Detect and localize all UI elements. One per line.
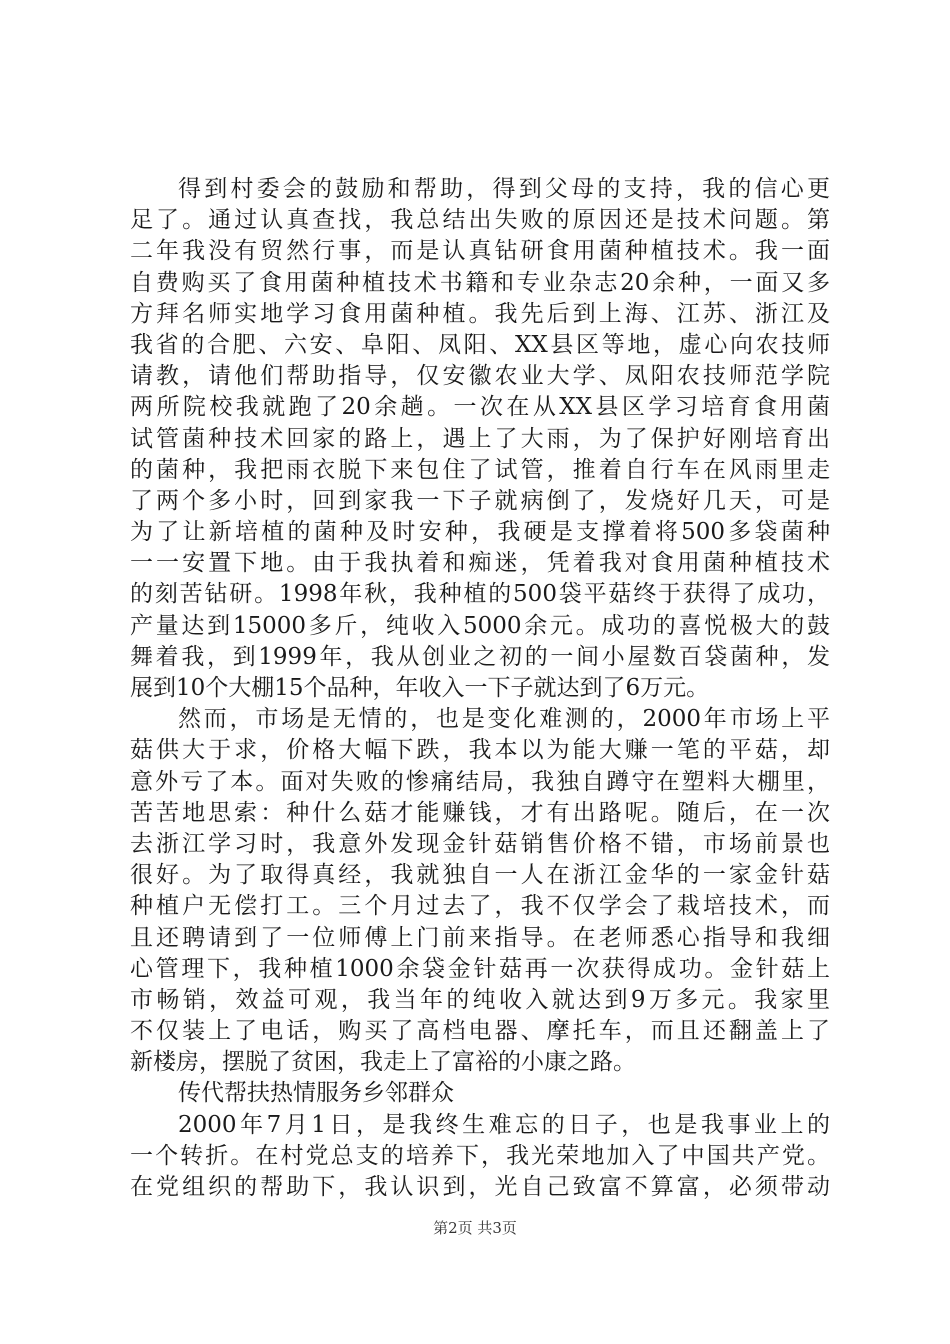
text-line: 一个转折。在村党总支的培养下，我光荣地加入了中国共产党。: [130, 1142, 830, 1169]
text-line: 展到10个大棚15个品种，年收入一下子就达到了6万元。: [130, 675, 710, 701]
text-line: 一一安置下地。由于我执着和痴迷，凭着我对食用菌种植技术: [130, 550, 830, 577]
text-line: 的刻苦钻研。1998年秋，我种植的500袋平菇终于获得了成功，: [130, 581, 830, 608]
page-footer: 第2页 共3页: [433, 1219, 517, 1237]
text-line: 种植户无偿打工。三个月过去了，我不仅学会了栽培技术，而: [130, 893, 830, 920]
text-line: 了两个多小时，回到家我一下子就病倒了，发烧好几天，可是: [130, 487, 830, 514]
text-line: 二年我没有贸然行事，而是认真钻研食用菌种植技术。我一面: [130, 238, 830, 265]
text-line: 自费购买了食用菌种植技术书籍和专业杂志20余种，一面又多: [130, 269, 830, 296]
text-line: 两所院校我就跑了20余趟。一次在从XX县区学习培育食用菌: [130, 394, 830, 421]
text-line: 传代帮扶热情服务乡邻群众: [178, 1080, 454, 1107]
text-line: 苦苦地思索：种什么菇才能赚钱，才有出路呢。随后，在一次: [130, 799, 830, 826]
text-line: 我省的合肥、六安、阜阳、凤阳、XX县区等地，虚心向农技师: [130, 331, 830, 358]
text-line: 然而，市场是无情的，也是变化难测的，2000年市场上平: [178, 706, 830, 733]
text-line: 菇供大于求，价格大幅下跌，我本以为能大赚一笔的平菇，却: [130, 737, 830, 764]
text-line: 试管菌种技术回家的路上，遇上了大雨，为了保护好刚培育出: [130, 425, 830, 452]
text-line: 在党组织的帮助下，我认识到，光自己致富不算富，必须带动: [130, 1174, 830, 1200]
text-line: 不仅装上了电话，购买了高档电器、摩托车，而且还翻盖上了: [130, 1018, 830, 1045]
text-line: 市畅销，效益可观，我当年的纯收入就达到9万多元。我家里: [130, 986, 830, 1013]
text-line: 心管理下，我种植1000余袋金针菇再一次获得成功。金针菇上: [130, 955, 830, 982]
text-line: 产量达到15000多斤，纯收入5000余元。成功的喜悦极大的鼓: [130, 612, 830, 639]
text-line: 请教，请他们帮助指导，仅安徽农业大学、凤阳农技师范学院: [130, 363, 830, 390]
text-line: 为了让新培植的菌种及时安种，我硬是支撑着将500多袋菌种: [130, 519, 830, 546]
body-text: [130, 174, 830, 1203]
text-line: 的菌种，我把雨衣脱下来包住了试管，推着自行车在风雨里走: [130, 456, 830, 483]
text-line: 方拜名师实地学习食用菌种植。我先后到上海、江苏、浙江及: [130, 300, 830, 327]
text-line: 舞着我，到1999年，我从创业之初的一间小屋数百袋菌种，发: [130, 643, 830, 670]
text-line: 2000年7月1日，是我终生难忘的日子，也是我事业上的: [178, 1111, 830, 1138]
text-line: 意外亏了本。面对失败的惨痛结局，我独自蹲守在塑料大棚里，: [130, 768, 830, 795]
text-line: 足了。通过认真查找，我总结出失败的原因还是技术问题。第: [130, 207, 830, 234]
text-line: 得到村委会的鼓励和帮助，得到父母的支持，我的信心更: [178, 176, 830, 202]
text-line: 很好。为了取得真经，我就独自一人在浙江金华的一家金针菇: [130, 862, 830, 889]
text-line: 新楼房，摆脱了贫困，我走上了富裕的小康之路。: [130, 1049, 636, 1076]
text-line: 去浙江学习时，我意外发现金针菇销售价格不错，市场前景也: [130, 830, 830, 857]
text-line: 且还聘请到了一位师傅上门前来指导。在老师悉心指导和我细: [130, 924, 830, 951]
